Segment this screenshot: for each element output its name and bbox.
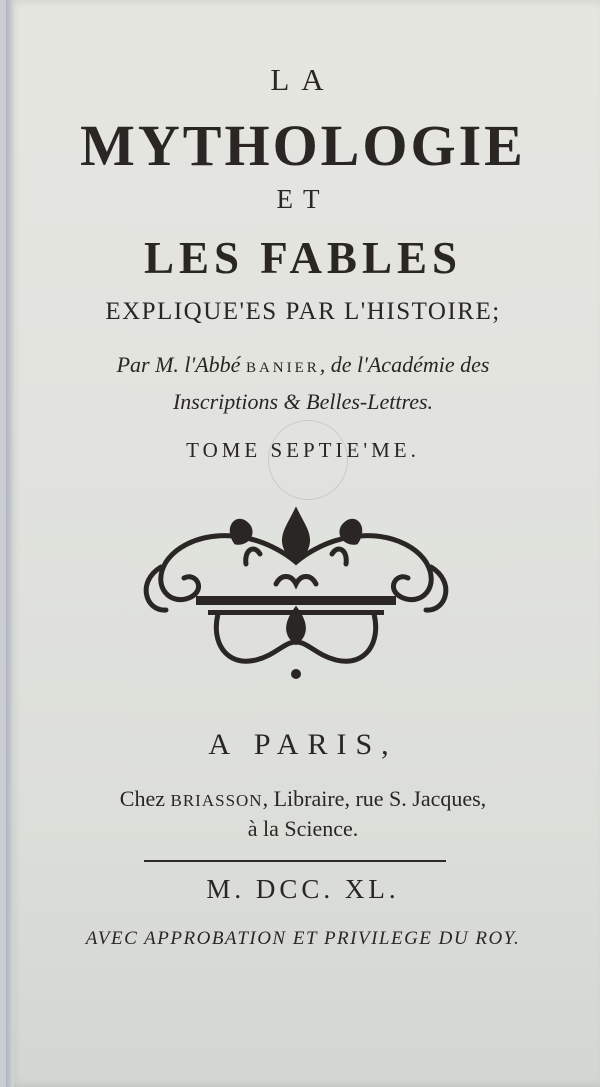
divider-rule xyxy=(144,860,446,862)
volume-label: TOME SEPTIE'ME. xyxy=(186,438,420,462)
imprint-year: M. DCC. XL. xyxy=(206,874,400,904)
fleuron-ornament-icon xyxy=(126,492,466,682)
book-page xyxy=(6,0,600,1087)
imprint-city: A PARIS, xyxy=(208,728,398,761)
publisher-prefix: Chez xyxy=(119,786,171,811)
title-line-les-fables: LES FABLES xyxy=(143,233,463,283)
author-name: BANIER xyxy=(245,360,320,376)
author-prefix: Par M. l'Abbé xyxy=(116,352,246,377)
title-line-la: LA xyxy=(270,62,336,97)
subtitle-expliquees: EXPLIQUE'ES PAR L'HISTOIRE; xyxy=(105,298,501,325)
title-line-mythologie: MYTHOLOGIE xyxy=(80,113,526,178)
publisher-suffix: , Libraire, rue S. Jacques, xyxy=(262,786,487,811)
author-affiliation: Inscriptions & Belles-Lettres. xyxy=(172,389,434,414)
publisher-name: BRIASSON xyxy=(170,791,263,810)
imprint-publisher xyxy=(6,786,600,812)
author-line xyxy=(6,352,600,378)
imprint-sign: à la Science. xyxy=(247,816,359,841)
title-line-et: ET xyxy=(276,184,330,214)
imprint-privilege: AVEC APPROBATION ET PRIVILEGE DU ROY. xyxy=(85,928,521,949)
author-suffix: , de l'Académie des xyxy=(319,352,490,377)
